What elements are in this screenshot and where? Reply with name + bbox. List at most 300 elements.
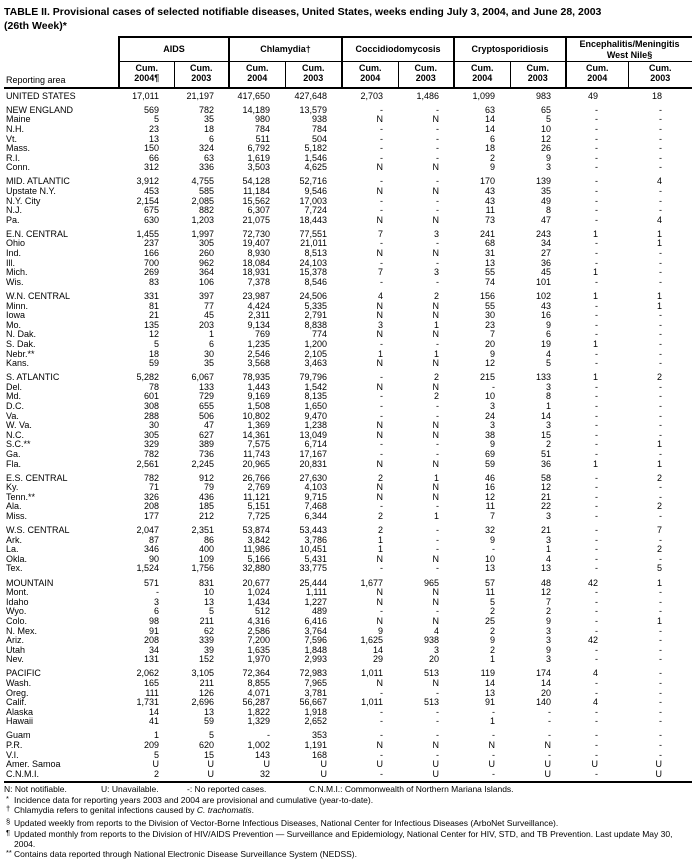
subcolumn-line1: Cum. [135,62,158,73]
value-cell: 11 [485,501,496,512]
value-cell: 1,002 [247,740,271,751]
value-cell: - [436,687,440,698]
value-cell: 1,625 [360,635,384,646]
value-cell: 78,935 [242,372,271,383]
value-cell: 2 [490,606,496,617]
value-cell: 305 [143,429,159,440]
value-cell: 3 [434,644,440,655]
footnote-marker: † [6,804,11,814]
value-cell: - [659,716,663,727]
subcolumn-line2: 2003 [191,73,212,84]
value-cell: N [376,458,384,469]
value-cell: 571 [143,577,159,588]
column-group-header: Coccidiodomycosis [342,37,454,61]
value-cell: - [659,420,663,431]
value-cell: 774 [311,329,328,340]
subcolumn-line1: Cum. [526,62,550,73]
area-cell: Ill. [6,257,15,268]
value-cell: - [595,553,599,564]
value-cell: 45 [204,310,215,321]
value-cell: - [436,400,440,411]
area-cell: Tex. [6,563,23,574]
table-row [4,350,692,360]
value-cell: N [432,740,440,751]
value-cell: 427,648 [294,90,328,101]
value-cell: 700 [143,257,159,268]
value-cell: 24 [485,410,496,421]
value-cell: - [380,563,384,574]
value-cell: 782 [198,104,215,115]
value-cell: - [595,133,599,144]
value-cell: 90 [148,553,159,564]
value-cell: - [595,563,599,574]
value-cell: 30 [148,420,159,431]
value-cell: - [595,276,599,287]
value-cell: - [595,491,599,502]
table-row [4,392,692,402]
table-row [4,125,692,135]
value-cell: 1 [434,472,440,483]
area-cell: S. Dak. [6,338,36,349]
value-cell: 346 [143,544,159,555]
value-cell: U [510,770,566,783]
subcolumn-header [342,61,398,87]
value-cell: 3,503 [247,162,271,173]
subcolumn-header [398,61,454,87]
page-title [4,6,692,33]
value-cell: 165 [143,678,159,688]
value-cell: 1 [657,439,663,450]
footnote-marker: § [6,817,11,827]
value-cell: - [659,482,663,493]
value-cell: - [548,749,552,760]
value-cell: N [432,491,440,502]
area-cell: Md. [6,391,22,402]
subcolumn-line1: Cum. [359,62,382,73]
value-cell: 2,791 [304,310,328,321]
value-cell: N [376,300,384,311]
value-cell: - [595,195,599,206]
value-cell: - [436,410,440,421]
value-cell: - [595,706,599,717]
table-row [4,727,692,741]
value-cell: 5,182 [304,143,328,154]
value-cell: 49 [541,195,552,206]
area-cell: C.N.M.I. [4,770,119,783]
value-cell: 3 [434,228,440,239]
value-cell: - [595,644,599,655]
value-cell: 2,105 [304,348,328,359]
value-cell: 5 [546,114,552,125]
value-cell: U [655,759,663,770]
value-cell: 1 [657,228,663,239]
table-row [4,502,692,512]
value-cell: 1,997 [191,228,215,239]
value-cell: 3 [546,534,552,545]
value-cell: - [156,587,159,598]
value-cell: - [659,391,663,402]
value-cell: 513 [423,668,440,679]
table-row [4,450,692,460]
area-cell: Kans. [6,358,30,369]
value-cell: 2 [657,472,663,483]
area-cell: PACIFIC [6,668,41,679]
value-cell: 133 [198,381,215,392]
value-cell: - [659,348,663,359]
table-row [4,135,692,145]
value-cell: 364 [198,267,215,278]
area-cell: Mo. [6,319,22,330]
value-cell: N [376,491,384,502]
value-cell: 962 [198,257,215,268]
value-cell: 18 [652,90,663,101]
value-cell: 2,245 [191,458,215,469]
value-cell: U [285,770,342,783]
value-cell: - [492,730,496,741]
subcolumn-line2: 2004¶ [134,73,160,84]
value-cell: 143 [254,749,271,760]
value-cell: - [595,319,599,330]
value-cell: 59 [148,358,159,369]
value-cell: - [659,338,663,349]
value-cell: 2 [657,544,663,555]
area-cell: D.C. [6,400,24,411]
value-cell: 4 [378,290,384,301]
value-cell: 1 [657,458,663,469]
value-cell: 21,197 [186,90,215,101]
value-cell: - [659,740,663,751]
value-cell: 331 [143,290,159,301]
value-cell: N [376,740,384,751]
value-cell: 6 [209,133,215,144]
table-row [4,197,692,207]
value-cell: 736 [198,448,215,459]
value-cell: 13 [148,133,159,144]
value-cell: 11,184 [243,186,271,196]
table-row [4,555,692,565]
value-cell: 156 [479,290,496,301]
table-row [4,278,692,288]
value-cell: - [380,123,384,134]
value-cell: - [492,381,496,392]
value-cell: 41 [148,716,159,727]
value-cell: - [436,143,440,154]
value-cell: - [659,400,663,411]
table-row [4,717,692,727]
area-cell: Wis. [6,276,24,287]
value-cell: 46 [485,472,496,483]
area-cell: Ky. [6,482,19,493]
area-cell: Ark. [6,534,23,545]
value-cell: - [659,668,663,679]
value-cell: 109 [198,553,215,564]
value-cell: 53,443 [299,525,328,536]
value-cell: 729 [198,391,215,402]
value-cell: - [659,587,663,598]
value-cell: 3 [153,596,159,607]
area-cell: Tenn.** [6,491,36,502]
table-row [4,321,692,331]
value-cell: 20,965 [242,458,271,469]
value-cell: - [595,257,599,268]
value-cell: - [659,152,663,163]
value-cell: 16 [485,482,496,493]
value-cell: 42 [588,577,599,588]
value-cell: 66 [148,152,159,163]
value-cell: 512 [254,606,271,617]
value-cell: - [436,716,440,727]
value-cell: 12 [148,329,159,340]
area-cell: Ohio [6,238,26,249]
value-cell: U [207,759,215,770]
area-cell: UNITED STATES [6,90,76,101]
value-cell: - [595,420,599,431]
value-cell: N [376,162,384,173]
value-cell: 20 [429,654,440,665]
value-cell: - [595,740,599,751]
table-row [4,440,692,450]
value-cell: 513 [423,697,440,708]
value-cell: 35 [204,358,215,369]
value-cell: 2,062 [136,668,159,679]
table-row [4,402,692,412]
value-cell: 21 [541,525,552,536]
value-cell: 7,965 [304,678,328,688]
value-cell: 5,282 [136,372,159,383]
value-cell: 35 [204,114,215,125]
value-cell: 68 [485,238,496,249]
value-cell: 1,203 [191,214,215,225]
footnote-italic-text: C. trachomatis [196,805,252,816]
value-cell: - [595,544,599,555]
value-cell: - [595,687,599,698]
value-cell: 69 [485,448,496,459]
value-cell: 3 [490,400,496,411]
value-cell: - [595,606,599,617]
value-cell: - [659,730,663,741]
value-cell: 7 [378,228,384,239]
table-row [4,412,692,422]
value-cell: 13,049 [299,429,328,440]
value-cell: - [659,257,663,268]
value-cell: 2,047 [136,525,159,536]
value-cell: 1,619 [247,152,271,163]
table-row [4,469,692,483]
value-cell: N [432,114,440,125]
value-cell: 3 [546,625,552,636]
value-cell: 98 [148,615,159,626]
value-cell: - [436,525,440,536]
table-row [4,206,692,216]
legend-not-notifiable: N: Not notifiable. [4,784,67,795]
value-cell: 14 [148,706,159,717]
subcolumn-line1: Cum. [414,62,438,73]
value-cell: 71 [148,482,159,493]
value-cell: - [659,310,663,321]
area-cell: Wyo. [6,606,27,617]
table-row [4,522,692,536]
value-cell: 1 [153,730,159,741]
value-cell: - [380,439,384,450]
value-cell: 938 [423,635,440,646]
area-cell: Fla. [6,458,22,469]
value-cell: 1,111 [305,587,328,598]
value-cell: - [380,400,384,411]
value-cell: 1,848 [304,644,328,655]
area-cell: R.I. [6,152,21,163]
value-cell: - [492,544,496,555]
area-cell: Ind. [6,248,22,259]
area-cell: Nev. [6,654,24,665]
value-cell: 627 [198,429,215,440]
value-cell: 3 [434,267,440,278]
value-cell: 4,103 [304,482,328,493]
value-cell: 14 [485,123,496,134]
table-row [4,770,692,783]
value-cell: - [659,687,663,698]
value-cell: 2 [378,525,384,536]
subcolumn-line2: 2003 [303,73,324,84]
value-cell: 63 [485,104,496,115]
table-row [4,483,692,493]
value-cell: 9 [546,319,552,330]
value-cell: 34 [148,644,159,655]
table-row [4,383,692,393]
value-cell: 18,443 [299,214,328,225]
value-cell: N [376,114,384,125]
value-cell: 1 [490,654,496,665]
value-cell: - [659,319,663,330]
table-row [4,311,692,321]
area-cell: Mich. [6,267,28,278]
area-cell: MOUNTAIN [6,577,54,588]
value-cell: 7,378 [247,276,271,287]
value-cell: 1,200 [304,338,328,349]
value-cell: 2 [119,770,174,783]
value-cell: 211 [199,678,215,688]
value-cell: 312 [143,162,159,173]
value-cell: 133 [536,372,552,383]
area-cell: Conn. [6,162,31,173]
value-cell: N [432,615,440,626]
value-cell: 43 [485,195,496,206]
value-cell: 19 [541,338,552,349]
area-cell: W. Va. [6,420,32,431]
value-cell: - [595,511,599,521]
value-cell: 211 [199,615,215,626]
value-cell: 6 [490,133,496,144]
value-cell: N [432,186,440,196]
value-cell: 3 [546,381,552,392]
value-cell: 17,167 [299,448,328,459]
title-line-2: (26th Week)* [4,19,67,32]
value-cell: 2 [546,606,552,617]
value-cell: 7 [378,267,384,278]
value-cell: 12 [541,133,552,144]
value-cell: - [436,195,440,206]
value-cell: - [595,248,599,259]
footnote-text: Updated monthly from reports to the Division of HIV/AIDS Prevention — Surveillance and Epidemiology, National Center for HIV, STD, and TB Prevention. Last update May 30, 2004. [14,828,673,849]
value-cell: 2,993 [304,654,328,665]
value-cell: 912 [198,472,215,483]
value-cell: 3 [546,420,552,431]
value-cell: 15 [204,749,215,760]
value-cell: 26,766 [242,472,271,483]
footnote-text: Chlamydia refers to genital infections caused by [14,805,197,816]
table-row [4,287,692,301]
value-cell: 1,235 [247,338,271,349]
value-cell: 14 [485,678,496,688]
value-cell: 10 [541,123,552,134]
area-cell: Idaho [6,596,29,607]
value-cell: 170 [479,176,496,187]
area-cell: E.S. CENTRAL [6,472,68,483]
area-cell: Pa. [6,214,20,225]
value-cell: - [595,381,599,392]
value-cell: 5 [546,358,552,369]
value-cell: 7,596 [304,635,328,646]
value-cell: 1,486 [416,90,440,101]
value-cell: 36 [541,458,552,469]
legend-unavailable: U: Unavailable. [101,784,159,795]
value-cell: 55 [485,267,496,278]
area-cell: V.I. [6,749,19,760]
value-cell: 260 [198,248,215,259]
value-cell: 269 [143,267,159,278]
value-cell: 4 [434,625,440,636]
value-cell: 2,652 [304,716,328,727]
value-cell: 86 [204,534,215,545]
value-cell: N [376,596,384,607]
value-cell: 1,542 [304,381,328,392]
table-row [4,330,692,340]
value-cell: 77,551 [299,228,328,239]
value-cell: 58 [541,472,552,483]
value-cell: 20,677 [242,577,271,588]
table-row [4,154,692,164]
value-cell: 3 [546,635,552,646]
value-cell: - [659,329,663,340]
value-cell: 7 [546,596,552,607]
table-row [4,564,692,574]
area-cell: W.S. CENTRAL [6,525,70,536]
value-cell: 23 [148,123,159,134]
value-cell: U [628,770,692,783]
value-cell: - [436,544,440,555]
value-cell: 185 [198,501,215,512]
value-cell: 1,756 [191,563,215,574]
value-cell: 54,128 [242,176,271,187]
value-cell: 2 [434,290,440,301]
value-cell: - [380,104,384,115]
value-cell: 9 [490,534,496,545]
table-row [4,302,692,312]
value-cell: 1 [434,348,440,359]
value-cell: 1,227 [304,596,328,607]
value-cell: - [380,152,384,163]
value-cell: 126 [198,687,215,698]
area-cell: Wash. [6,678,32,688]
value-cell: - [380,501,384,512]
value-cell: 30 [485,310,496,321]
value-cell: 1 [657,238,663,249]
subcolumn-header [285,61,342,87]
value-cell: 5 [657,563,663,574]
value-cell: N [432,596,440,607]
value-cell: 43 [485,186,496,196]
value-cell: - [595,534,599,545]
value-cell: 1,434 [247,596,271,607]
